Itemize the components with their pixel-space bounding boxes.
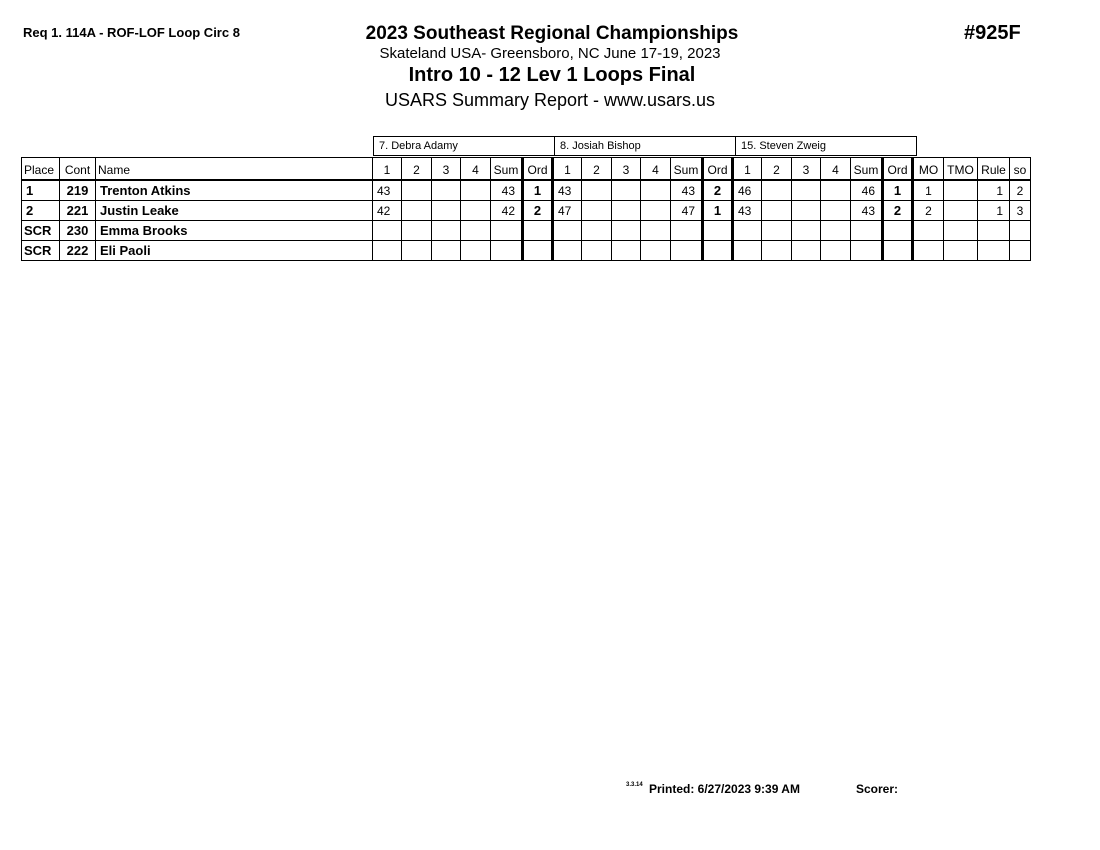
mo-cell: 1 [913, 180, 944, 201]
score-cell [733, 241, 762, 261]
sum-cell: 47 [671, 201, 703, 221]
score-cell [762, 180, 792, 201]
score-cell [821, 221, 851, 241]
cont-cell: 222 [60, 241, 96, 261]
tmo-cell [944, 241, 978, 261]
col-ord: Ord [883, 158, 913, 181]
sum-cell [491, 241, 523, 261]
ord-cell: 2 [523, 201, 553, 221]
rule-cell: 1 [978, 180, 1010, 201]
mo-cell [913, 221, 944, 241]
score-cell: 47 [553, 201, 582, 221]
cont-cell: 221 [60, 201, 96, 221]
score-cell [733, 221, 762, 241]
sum-cell [671, 241, 703, 261]
col-score-2: 2 [402, 158, 432, 181]
ord-cell: 2 [883, 201, 913, 221]
sum-cell [851, 241, 883, 261]
score-cell [402, 201, 432, 221]
score-cell [373, 221, 402, 241]
table-row [22, 180, 1031, 201]
score-cell [402, 221, 432, 241]
skater-name: Trenton Atkins [96, 180, 373, 201]
rule-cell: 1 [978, 201, 1010, 221]
score-cell [432, 221, 461, 241]
score-cell [582, 180, 612, 201]
score-cell [612, 241, 641, 261]
col-ord: Ord [703, 158, 733, 181]
table-row [22, 241, 1031, 261]
cont-cell: 230 [60, 221, 96, 241]
col-place: Place [22, 158, 60, 181]
score-cell [432, 180, 461, 201]
sum-cell [671, 221, 703, 241]
so-cell: 2 [1010, 180, 1031, 201]
event-name: Intro 10 - 12 Lev 1 Loops Final [408, 64, 696, 86]
score-cell [762, 201, 792, 221]
score-cell [582, 241, 612, 261]
score-cell [461, 180, 491, 201]
col-score-4: 4 [641, 158, 671, 181]
event-id: #925F [964, 22, 1021, 44]
score-cell [612, 201, 641, 221]
ord-cell [703, 221, 733, 241]
col-score-3: 3 [612, 158, 641, 181]
score-cell [641, 221, 671, 241]
sum-cell: 42 [491, 201, 523, 221]
score-cell [612, 221, 641, 241]
col-cont: Cont [60, 158, 96, 181]
table-row [22, 201, 1031, 221]
mo-cell: 2 [913, 201, 944, 221]
score-cell [461, 241, 491, 261]
rule-cell [978, 221, 1010, 241]
scorer-label: Scorer: [856, 782, 899, 796]
results-table [21, 157, 1031, 261]
col-score-4: 4 [821, 158, 851, 181]
table-row [22, 221, 1031, 241]
score-cell [762, 241, 792, 261]
skater-name: Eli Paoli [96, 241, 373, 261]
so-cell [1010, 241, 1031, 261]
rule-cell [978, 241, 1010, 261]
score-cell [432, 241, 461, 261]
ord-cell: 2 [703, 180, 733, 201]
judge-name: 8. Josiah Bishop [555, 137, 736, 156]
sum-cell: 43 [491, 180, 523, 201]
score-cell [792, 221, 821, 241]
judge-name: 7. Debra Adamy [374, 137, 555, 156]
ord-cell [703, 241, 733, 261]
score-cell: 43 [373, 180, 402, 201]
score-cell [762, 221, 792, 241]
score-cell [821, 180, 851, 201]
col-name: Name [96, 158, 373, 181]
tmo-cell [944, 221, 978, 241]
tmo-cell [944, 201, 978, 221]
printed-timestamp: Printed: 6/27/2023 9:39 AM [649, 782, 800, 796]
sum-cell: 46 [851, 180, 883, 201]
tmo-cell [944, 180, 978, 201]
column-header-row [22, 158, 1031, 181]
request-label: Req 1. 114A - ROF-LOF Loop Circ 8 [23, 25, 240, 40]
col-rule: Rule [978, 158, 1010, 181]
mo-cell [913, 241, 944, 261]
col-sum: Sum [851, 158, 883, 181]
score-cell: 43 [733, 201, 762, 221]
col-score-1: 1 [373, 158, 402, 181]
col-so: so [1010, 158, 1031, 181]
place-cell: 1 [22, 180, 60, 201]
ord-cell [883, 241, 913, 261]
judge-name: 15. Steven Zweig [736, 137, 917, 156]
col-score-4: 4 [461, 158, 491, 181]
place-cell: SCR [22, 241, 60, 261]
col-sum: Sum [671, 158, 703, 181]
score-cell [821, 241, 851, 261]
score-cell [461, 201, 491, 221]
score-cell [821, 201, 851, 221]
sum-cell: 43 [851, 201, 883, 221]
so-cell: 3 [1010, 201, 1031, 221]
sum-cell [851, 221, 883, 241]
skater-name: Justin Leake [96, 201, 373, 221]
report-title: USARS Summary Report - www.usars.us [384, 90, 716, 110]
score-cell [461, 221, 491, 241]
sum-cell: 43 [671, 180, 703, 201]
score-cell [641, 180, 671, 201]
score-cell [582, 221, 612, 241]
col-tmo: TMO [944, 158, 978, 181]
score-cell [373, 241, 402, 261]
place-cell: 2 [22, 201, 60, 221]
score-cell: 42 [373, 201, 402, 221]
score-cell [792, 201, 821, 221]
col-score-3: 3 [792, 158, 821, 181]
score-cell: 43 [553, 180, 582, 201]
col-mo: MO [913, 158, 944, 181]
score-cell [641, 241, 671, 261]
score-cell [402, 180, 432, 201]
cont-cell: 219 [60, 180, 96, 201]
judge-header-table [373, 136, 917, 156]
col-score-1: 1 [733, 158, 762, 181]
score-cell: 46 [733, 180, 762, 201]
sum-cell [491, 221, 523, 241]
score-cell [402, 241, 432, 261]
score-cell [792, 180, 821, 201]
ord-cell: 1 [523, 180, 553, 201]
skater-name: Emma Brooks [96, 221, 373, 241]
ord-cell: 1 [883, 180, 913, 201]
score-cell [582, 201, 612, 221]
place-cell: SCR [22, 221, 60, 241]
page-title: 2023 Southeast Regional Championships [365, 23, 739, 44]
col-score-1: 1 [553, 158, 582, 181]
ord-cell [523, 241, 553, 261]
ord-cell [883, 221, 913, 241]
so-cell [1010, 221, 1031, 241]
col-score-2: 2 [762, 158, 792, 181]
col-ord: Ord [523, 158, 553, 181]
score-cell [553, 221, 582, 241]
col-score-3: 3 [432, 158, 461, 181]
col-score-2: 2 [582, 158, 612, 181]
score-cell [792, 241, 821, 261]
venue-line: Skateland USA- Greensboro, NC June 17-19, 2023 [379, 45, 721, 62]
score-cell [612, 180, 641, 201]
score-cell [432, 201, 461, 221]
score-cell [553, 241, 582, 261]
ord-cell: 1 [703, 201, 733, 221]
ord-cell [523, 221, 553, 241]
col-sum: Sum [491, 158, 523, 181]
version-label: 3.3.14 [626, 782, 643, 788]
score-cell [641, 201, 671, 221]
